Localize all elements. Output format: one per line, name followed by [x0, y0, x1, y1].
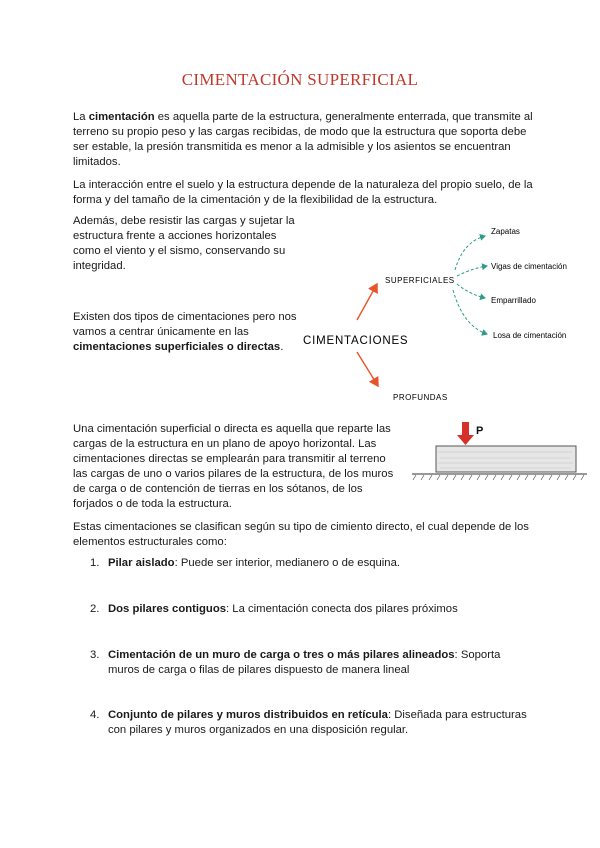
- arrow-to-superficiales: [357, 284, 377, 320]
- diagram-item-losa: Losa de cimentación: [493, 331, 567, 340]
- list-item: [90, 556, 530, 576]
- diagram-svg: [295, 218, 595, 403]
- list-item: [90, 648, 530, 684]
- intro-after: es aquella parte de la estructura, generalmente enterrada, que transmite al terreno su propio peso y las cargas recibidas, de modo que la estructura que soporta debe ser estable, la presión transmitida es menor a la admisible y los asientos se encuentran limitados.: [73, 111, 533, 168]
- list-item-number: 2.: [90, 603, 100, 615]
- list-item-title: Pilar aislado: [108, 557, 175, 569]
- arrow-to-zapatas: [455, 236, 485, 270]
- diagram-item-zapatas: Zapatas: [491, 227, 520, 236]
- intro-paragraph: [73, 110, 533, 170]
- intro-before: La: [73, 111, 89, 123]
- list-item-text: [108, 556, 528, 571]
- list-item-title: Cimentación de un muro de carga o tres o más pilares alineados: [108, 649, 455, 661]
- list-item-desc: : La cimentación conecta dos pilares próximos: [226, 603, 458, 615]
- list-item-number: 1.: [90, 557, 100, 569]
- list-item-text: [108, 648, 528, 678]
- diagram-profundas-label: PROFUNDAS: [393, 393, 448, 402]
- diagram-item-vigas: Vigas de cimentación: [491, 262, 567, 271]
- list-item-title: Conjunto de pilares y muros distribuidos en retícula: [108, 709, 388, 721]
- list-item-desc: : Diseñada para estructuras con pilares y muros organizados en una disposición regular.: [108, 709, 527, 736]
- load-arrow-head: [457, 435, 474, 445]
- types-paragraph: [73, 310, 298, 355]
- diagram-superficiales-label: SUPERFICIALES: [385, 276, 455, 285]
- page-title: CIMENTACIÓN SUPERFICIAL: [181, 70, 419, 89]
- figure-svg: [412, 418, 587, 490]
- resistance-paragraph: Además, debe resistir las cargas y sujetar la estructura frente a acciones horizontales como el viento y el sismo, conservando su integridad.: [73, 215, 295, 272]
- types-before: Existen dos tipos de cimentaciones pero nos vamos a centrar únicamente en las: [73, 311, 297, 338]
- arrow-to-profundas: [357, 352, 378, 386]
- arrow-to-emparrillado: [457, 284, 485, 298]
- load-arrow-shaft: [462, 422, 469, 436]
- arrow-to-losa: [453, 290, 487, 334]
- list-item-number: 3.: [90, 649, 100, 661]
- classification-paragraph: Estas cimentaciones se clasifican según su tipo de cimiento directo, el cual depende de los elementos estructurales como:: [73, 521, 529, 548]
- interaction-paragraph: La interacción entre el suelo y la estructura depende de la naturaleza del propio suelo, de la forma y del tamaño de la cimentación y de la flexibilidad de la estructura.: [73, 179, 533, 206]
- list-item-title: Dos pilares contiguos: [108, 603, 227, 615]
- list-item-text: [108, 708, 528, 738]
- ground-hatch: [413, 475, 584, 480]
- foundations-diagram: [295, 218, 595, 403]
- intro-term: cimentación: [88, 111, 155, 123]
- diagram-main-label: CIMENTACIONES: [303, 335, 409, 347]
- list-item: [90, 708, 530, 744]
- types-after: .: [280, 341, 284, 353]
- list-item-text: [108, 602, 528, 617]
- definition-paragraph: Una cimentación superficial o directa es aquella que reparte las cargas de la estructura en un plano de apoyo horizontal. Las cimentaciones directas se emplearán para transmitir al terreno las cargas de uno o varios pilares de la estructura, de los muros de carga o de contención de tierras en los sótanos, de los forjados o de toda la estructura.: [73, 423, 394, 510]
- list-item-number: 4.: [90, 709, 100, 721]
- diagram-item-emparrillado: Emparrillado: [491, 296, 536, 305]
- load-figure: [412, 418, 587, 490]
- list-item-desc: : Puede ser interior, medianero o de esquina.: [174, 557, 401, 569]
- arrow-to-vigas: [457, 266, 487, 276]
- types-bold: cimentaciones superficiales o directas: [73, 341, 281, 353]
- list-item: [90, 602, 530, 622]
- list-item-desc: : Soporta muros de carga o filas de pilares dispuesto de manera lineal: [108, 649, 501, 676]
- load-label: P: [476, 425, 484, 437]
